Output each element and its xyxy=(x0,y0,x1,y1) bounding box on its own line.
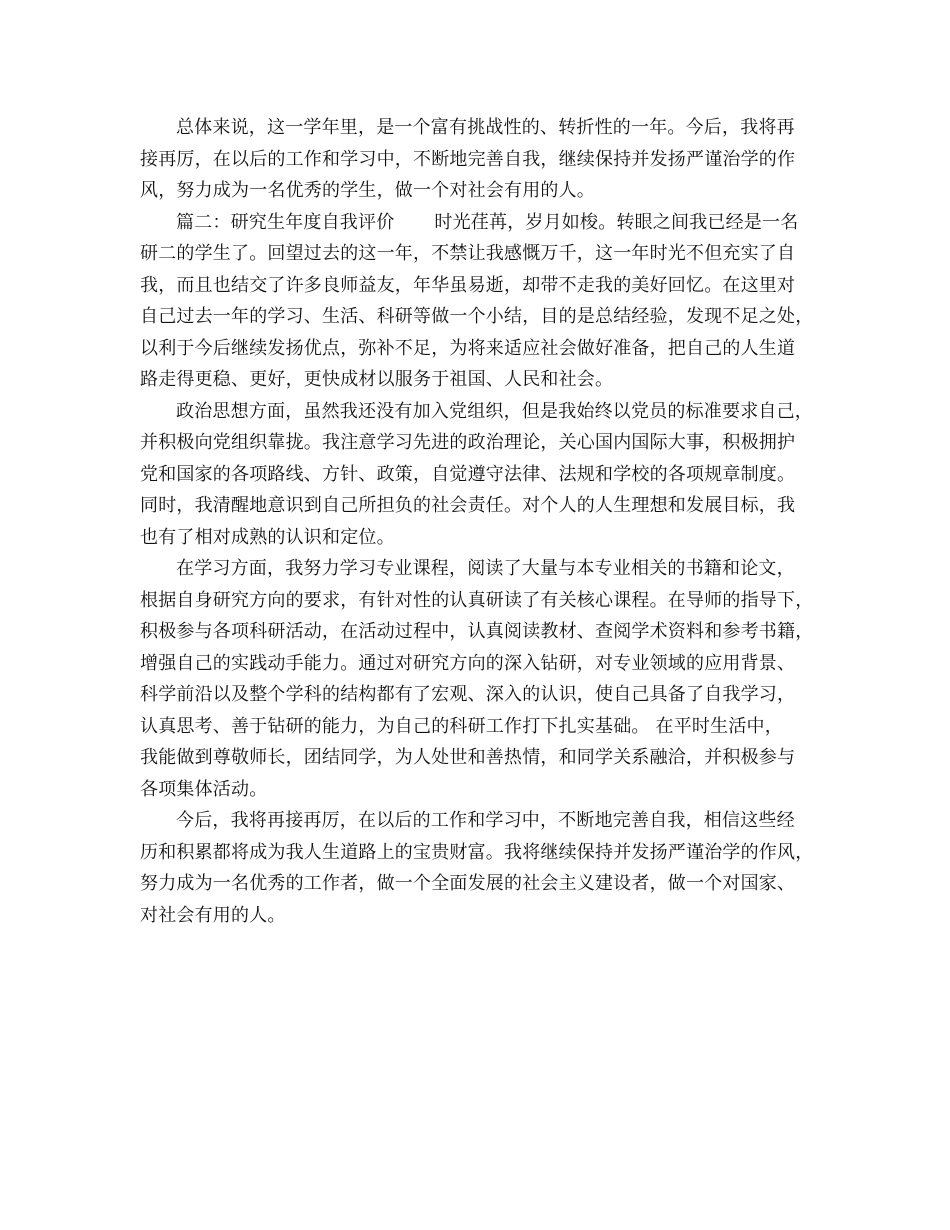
text-line: 并积极向党组织靠拢。我注意学习先进的政治理论，关心国内国际大事，积极拥护 xyxy=(140,432,796,453)
text-line: 我能做到尊敬师长，团结同学，为人处世和善热情，和同学关系融洽，并积极参与 xyxy=(140,747,796,768)
text-line xyxy=(140,207,830,239)
paragraph-summary xyxy=(140,112,830,207)
text-line: 历和积累都将成为我人生道路上的宝贵财富。我将继续保持并发扬严谨治学的作风， xyxy=(140,841,814,863)
text-line: 总体来说，这一学年里，是一个富有挑战性的、转折性的一年。今后，我将再 xyxy=(176,117,795,138)
text-line: 今后，我将再接再厉，在以后的工作和学习中，不断地完善自我，相信这些经 xyxy=(176,810,795,831)
text-line: 同时，我清醒地意识到自己所担负的社会责任。对个人的人生理想和发展目标，我 xyxy=(140,495,796,516)
text-line: 政治思想方面，虽然我还没有加入党组织，但是我始终以党员的标准要求自己， xyxy=(176,400,813,422)
text-line: 接再厉，在以后的工作和学习中，不断地完善自我，继续保持并发扬严谨治学的作 xyxy=(140,148,796,170)
text-line: 认真思考、善于钻研的能力，为自己的科研工作打下扎实基础。 在平时生活中， xyxy=(140,715,783,737)
paragraph-study xyxy=(140,553,830,805)
text-line: 路走得更稳、更好，更快成材以服务于祖国、人民和社会。 xyxy=(140,369,614,390)
text-line: 科学前沿以及整个学科的结构都有了宏观、深入的认识，使自己具备了自我学习， xyxy=(140,684,796,705)
paragraph-future xyxy=(140,805,830,931)
text-line: 积极参与各项科研活动，在活动过程中，认真阅读教材、查阅学术资料和参考书籍， xyxy=(140,621,814,642)
text-line: 我，而且也结交了许多良师益友，年华虽易逝，却带不走我的美好回忆。在这里对 xyxy=(140,274,796,296)
text-line: 增强自己的实践动手能力。通过对研究方向的深入钻研，对专业领域的应用背景、 xyxy=(140,652,796,674)
document-body xyxy=(140,112,830,931)
text-line: 研二的学生了。回望过去的这一年，不禁让我感慨万千，这一年时光不但充实了自 xyxy=(140,243,796,264)
text-line: 以利于今后继续发扬优点，弥补不足，为将来适应社会做好准备，把自己的人生道 xyxy=(140,337,796,359)
paragraph-political xyxy=(140,396,830,554)
text-line: 努力成为一名优秀的工作者，做一个全面发展的社会主义建设者，做一个对国家、 xyxy=(140,873,796,894)
section-heading: 篇二：研究生年度自我评价 xyxy=(176,211,395,233)
text-line: 自己过去一年的学习、生活、科研等做一个小结，目的是总结经验，发现不足之处， xyxy=(140,306,814,327)
text-line: 风，努力成为一名优秀的学生，做一个对社会有用的人。 xyxy=(140,180,595,201)
text-line: 对社会有用的人。 xyxy=(140,904,286,926)
text-line: 各项集体活动。 xyxy=(140,778,268,800)
text-line: 在学习方面，我努力学习专业课程，阅读了大量与本专业相关的书籍和论文， xyxy=(176,558,795,579)
text-line-continued: 时光荏苒，岁月如梭。转眼之间我已经是一名 xyxy=(434,211,799,233)
text-line: 也有了相对成熟的认识和定位。 xyxy=(140,526,395,548)
text-line: 党和国家的各项路线、方针、政策，自觉遵守法律、法规和学校的各项规章制度。 xyxy=(140,463,796,485)
paragraph-section-two xyxy=(140,207,830,396)
text-line: 根据自身研究方向的要求，有针对性的认真研读了有关核心课程。在导师的指导下， xyxy=(140,589,814,611)
